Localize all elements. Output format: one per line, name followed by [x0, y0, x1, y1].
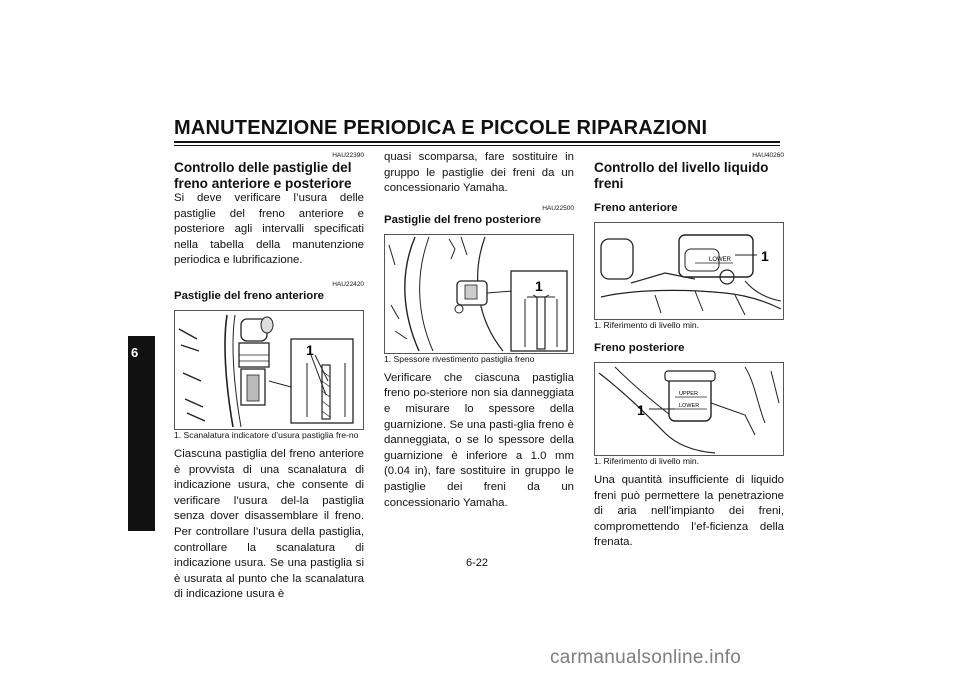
watermark: carmanualsonline.info — [550, 647, 742, 668]
chapter-tab — [128, 336, 155, 531]
section-code: HAU22390 — [332, 152, 364, 159]
figure-caption: 1. Scanalatura indicatore d’usura pastiglia fre-no — [174, 429, 359, 440]
section-heading: Controllo del livello liquido freni — [594, 160, 769, 191]
chapter-number: 6 — [131, 345, 139, 360]
subsection-heading: Pastiglie del freno posteriore — [384, 213, 541, 226]
figure-label: 1 — [761, 248, 769, 264]
title-rule-thin — [174, 145, 780, 146]
body-paragraph: Verificare che ciascuna pastiglia freno po-steriore non sia danneggiata e misurare lo spessore della guarnizione. Se una pasti-glia freno è danneggiata, o se lo spessore della guarnizione è inferiore a 1.0 mm (0.04 in), fare sostituire in gruppo le pastiglie dei freni da un concessionario Yamaha. — [384, 371, 574, 509]
column-brake-fluid — [594, 150, 784, 551]
upper-mark: UPPER — [679, 391, 698, 397]
lower-mark: LOWER — [679, 403, 700, 409]
section-code: HAU40260 — [752, 152, 784, 159]
front-brake-pad-figure — [174, 310, 364, 430]
continued-paragraph: quasi scomparsa, fare sostituire in gruppo le pastiglie dei freni da un concessionario Yamaha. — [384, 151, 574, 195]
title-rule — [174, 141, 780, 143]
page-title: MANUTENZIONE PERIODICA E PICCOLE RIPARAZIONI — [174, 117, 708, 139]
figure-label: 1 — [535, 277, 543, 294]
subsection-code: HAU22420 — [332, 280, 364, 288]
rear-brake-reservoir-figure — [594, 362, 784, 456]
figure-caption: 1. Riferimento di livello min. — [594, 320, 700, 330]
body-paragraph: Ciascuna pastiglia del freno anteriore è provvista di una scanalatura di indicazione usura, che consente di verificare l’usura del-la pastiglia senza dover disassemblare il freno. Per controllare l’usura della pastiglia, controllare la scanalatura di indicazione usura. Se una pastiglia si è usurata al punto che la scanalatura di indicazione usura è — [174, 447, 364, 601]
column-rear-pads — [384, 150, 574, 511]
lower-mark: LOWER — [709, 257, 732, 263]
page-number: 6-22 — [466, 557, 489, 569]
figure-caption: 1. Spessore rivestimento pastiglia freno — [384, 353, 535, 364]
figure-label: 1 — [306, 341, 314, 358]
rear-brake-pad-figure — [384, 234, 574, 354]
intro-paragraph: Si deve verificare l’usura delle pastiglie del freno anteriore e posteriore agli intervalli specificati nella tabella della manutenzione periodica e lubrificazione. — [174, 192, 364, 267]
subsection-rear-brake: Freno posteriore — [594, 342, 685, 354]
figure-label: 1 — [637, 402, 645, 418]
subsection-heading: Pastiglie del freno anteriore — [174, 289, 325, 302]
figure-caption: 1. Riferimento di livello min. — [594, 456, 700, 466]
section-heading: Controllo delle pastiglie del freno anteriore e posteriore — [174, 160, 352, 191]
subsection-code: HAU22500 — [542, 204, 574, 212]
body-paragraph: Una quantità insufficiente di liquido freni può permettere la penetrazione di aria nell’impianto dei freni, compromettendo l’ef-ficienza della frenata. — [594, 474, 784, 549]
front-brake-reservoir-figure — [594, 222, 784, 320]
subsection-front-brake: Freno anteriore — [594, 202, 678, 214]
column-front-pads — [174, 150, 364, 603]
